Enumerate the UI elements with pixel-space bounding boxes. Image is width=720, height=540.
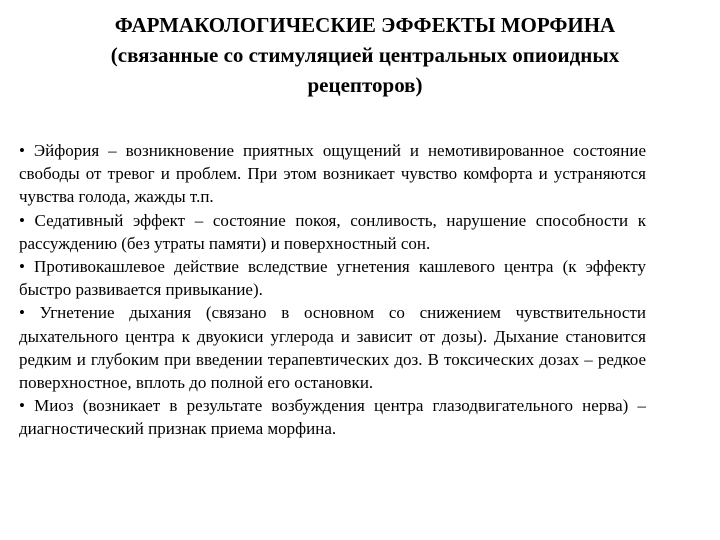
bullet-sedation: • Седативный эффект – состояние покоя, сонливость, нарушение способности к рассуждению (без утраты памяти) и поверхностный сон. xyxy=(19,210,646,253)
title-line: (связанные со стимуляцией центральных опиоидных xyxy=(110,43,620,67)
bullet-antitussive: • Противокашлевое действие вследствие угнетения кашлевого центра (к эффекту быстро развивается привыкание). xyxy=(19,257,646,300)
bullet-miosis: • Миоз (возникает в результате возбуждения центра глазодвигательного нерва) – диагностический признак приема морфина. xyxy=(19,396,646,439)
bullet-respiratory-depression: • Угнетение дыхания (связано в основном со снижением чувствительности дыхательного центра к двуокиси углерода и зависит от дозы). Дыхание становится редким и глубоким при введении терапевтических доз. В токсических дозах – редкое поверхностное, вплоть до полной его остановки. xyxy=(19,303,646,393)
bullet-euphoria: • Эйфория – возникновение приятных ощущений и немотивированное состояние свободы от тревог и проблем. При этом возникает чувство комфорта и устраняются чувства голода, жажды т.п. xyxy=(19,141,646,207)
title-line: рецепторов) xyxy=(307,73,423,97)
bullet-list xyxy=(19,139,646,441)
slide-title xyxy=(40,10,690,100)
title-line: ФАРМАКОЛОГИЧЕСКИЕ ЭФФЕКТЫ МОРФИНА xyxy=(114,13,616,37)
